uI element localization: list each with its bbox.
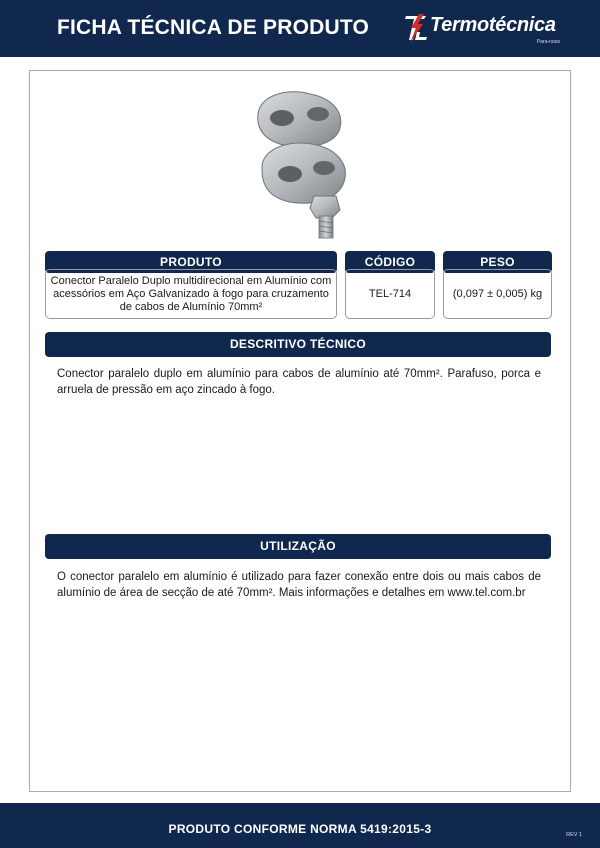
page-title: FICHA TÉCNICA DE PRODUTO <box>57 16 370 39</box>
code-header: CÓDIGO <box>345 251 435 273</box>
revision-label: REV 1 <box>566 832 582 838</box>
footer-norm-text: PRODUTO CONFORME NORMA 5419:2015-3 <box>168 822 432 836</box>
product-description-cell <box>45 269 337 319</box>
product-header: PRODUTO <box>45 251 337 273</box>
logo-text: Termotécnica <box>430 14 556 36</box>
usage-description-text: O conector paralelo em alumínio é utilizado para fazer conexão entre dois ou mais cabos de alumínio de área de secção de até 70mm². Mais informações e detalhes em www.tel.com.br <box>57 571 541 599</box>
company-logo[interactable] <box>404 10 564 48</box>
technical-description-text: Conector paralelo duplo em alumínio para cabos de alumínio até 70mm². Parafuso, porca e arruela de pressão em aço zincado à fogo. <box>57 368 541 396</box>
header-bar <box>0 0 600 57</box>
weight-cell <box>443 269 552 319</box>
technical-section-header: DESCRITIVO TÉCNICO <box>45 332 551 357</box>
tel-logo-icon <box>404 10 430 46</box>
logo-subtitle: Para-raios <box>536 39 560 45</box>
product-description: Conector Paralelo Duplo multidirecional em Alumínio com acessórios em Aço Galvanizado à fogo para cruzamento de cabos de Alumínio 70mm² <box>50 274 332 313</box>
product-code: TEL-714 <box>368 287 412 300</box>
usage-section-header: UTILIZAÇÃO <box>45 534 551 559</box>
weight-header: PESO <box>443 251 552 273</box>
code-cell <box>345 269 435 319</box>
parallel-connector-icon <box>240 84 360 240</box>
product-weight: (0,097 ± 0,005) kg <box>452 287 543 300</box>
footer-bar <box>0 803 600 848</box>
